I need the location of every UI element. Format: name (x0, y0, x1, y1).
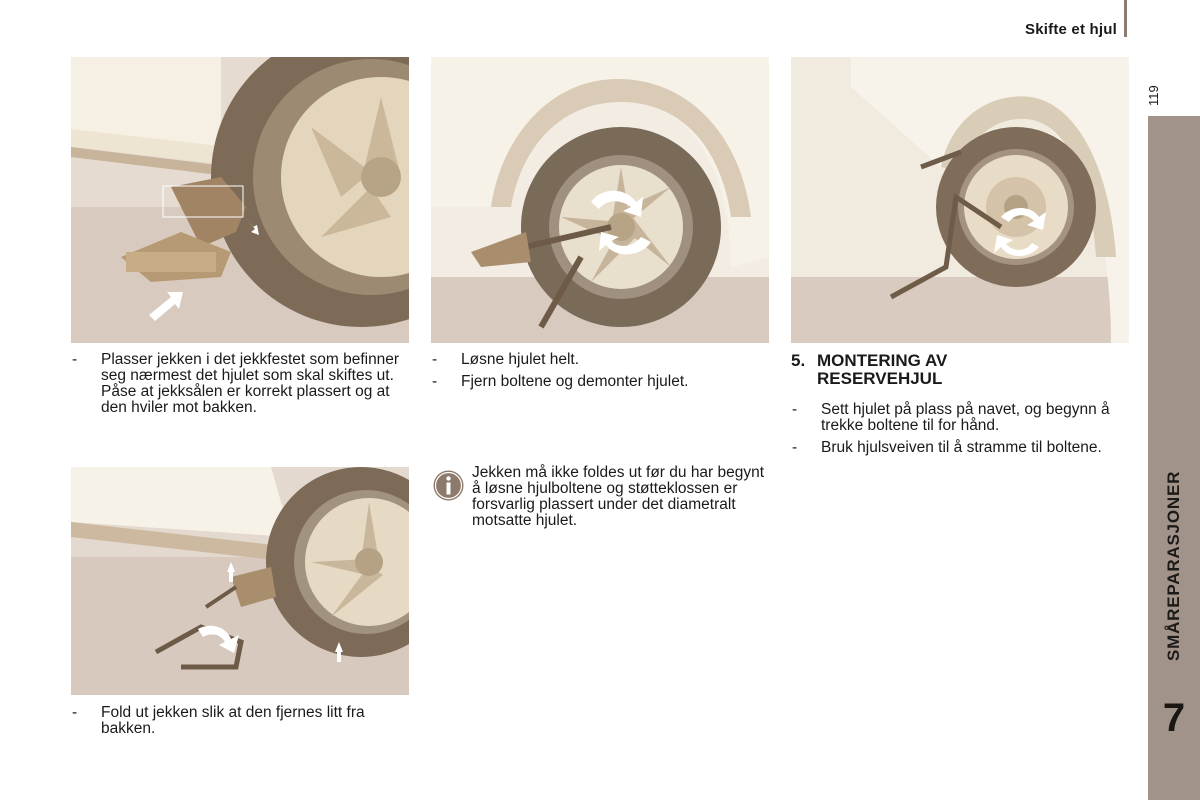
spare-wheel-mounting-illustration (791, 57, 1129, 343)
chapter-number: 7 (1162, 696, 1186, 740)
section-heading (791, 352, 1111, 388)
section-number: 5. (791, 351, 806, 370)
jack-folding-illustration (71, 467, 409, 695)
page-number: 119 (1146, 85, 1161, 107)
list-item: - Plasser jekken i det jekkfestet som befinner seg nærmest det hjulet som skal skiftes ut. Påse at jekksålen er korrekt plassert og at den hviler mot bakken. (71, 352, 411, 416)
step-jack-fold-text (71, 705, 411, 743)
list-item: - Fjern boltene og demonter hjulet. (431, 374, 771, 390)
page-header-title: Skifte et hjul (1025, 21, 1117, 38)
step-spare-mount-text (791, 402, 1131, 462)
list-item: - Løsne hjulet helt. (431, 352, 771, 368)
section-title-line2: RESERVEHJUL (817, 369, 943, 388)
wheel-removal-illustration (431, 57, 769, 343)
chapter-tab (1148, 116, 1200, 800)
step-jack-placement-text (71, 352, 411, 422)
jack-placement-illustration (71, 57, 409, 343)
header-rule (1124, 0, 1127, 37)
list-item: - Sett hjulet på plass på navet, og begynn å trekke boltene til for hånd. (791, 402, 1131, 434)
info-icon (433, 470, 464, 501)
list-item: - Bruk hjulsveiven til å stramme til boltene. (791, 440, 1131, 456)
info-text: Jekken må ikke foldes ut før du har begynt å løsne hjulboltene og støtteklossen er forsvarlig plassert under det diametralt motsatte hjulet. (472, 464, 765, 529)
chapter-name: SMÅREPARASJONER (1164, 470, 1183, 662)
step-wheel-removal-text (431, 352, 771, 396)
list-item: - Fold ut jekken slik at den fjernes litt fra bakken. (71, 705, 411, 737)
section-title-line1: MONTERING AV (817, 351, 948, 370)
